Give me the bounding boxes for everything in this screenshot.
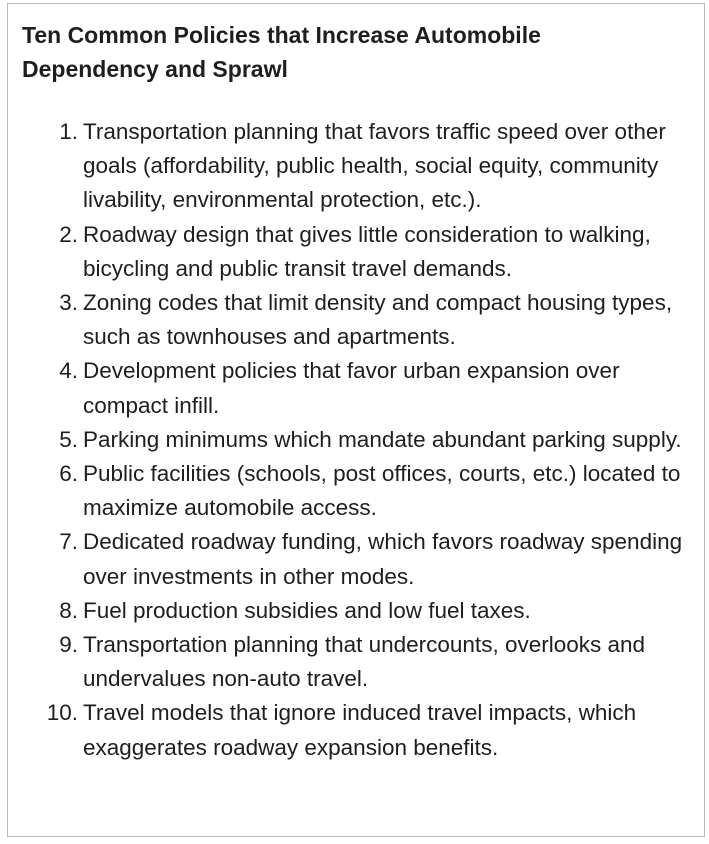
item-text: Dedicated roadway funding, which favors roadway spending over investments in other modes. [83,529,683,589]
item-number: 3. [59,290,78,316]
item-text: Zoning codes that limit density and compact housing types, such as townhouses and apartments. [83,290,673,350]
policy-box [7,3,705,837]
item-number: 5. [59,426,78,452]
list-item [8,218,698,286]
list-item [8,286,698,354]
list-item [8,115,698,218]
policy-list [8,115,698,765]
item-number: 7. [59,529,78,555]
item-text: Transportation planning that favors traffic speed over other goals (affordability, public health, social equity, community livability, environmental protection, etc.). [83,119,666,213]
item-text: Fuel production subsidies and low fuel taxes. [83,597,531,623]
list-item [8,423,698,457]
item-text: Parking minimums which mandate abundant parking supply. [83,426,682,452]
item-text: Roadway design that gives little consideration to walking, bicycling and public transit travel demands. [83,221,651,281]
item-number: 10. [46,700,78,726]
list-item [8,457,698,525]
item-text: Transportation planning that undercounts, overlooks and undervalues non-auto travel. [83,632,646,692]
item-number: 4. [59,358,78,384]
item-number: 2. [59,221,78,247]
list-item [8,354,698,422]
list-item [8,628,698,696]
item-number: 6. [59,461,78,487]
box-title: Ten Common Policies that Increase Automobile Dependency and Sprawl [22,22,541,82]
item-text: Public facilities (schools, post offices, courts, etc.) located to maximize automobile access. [83,461,681,521]
item-number: 1. [59,119,78,144]
item-text: Travel models that ignore induced travel impacts, which exaggerates roadway expansion benefits. [83,700,637,760]
item-number: 8. [59,597,78,623]
list-item [8,696,698,764]
item-number: 9. [59,632,78,658]
list-item [8,525,698,593]
item-text: Development policies that favor urban expansion over compact infill. [83,358,620,418]
list-item [8,594,698,628]
